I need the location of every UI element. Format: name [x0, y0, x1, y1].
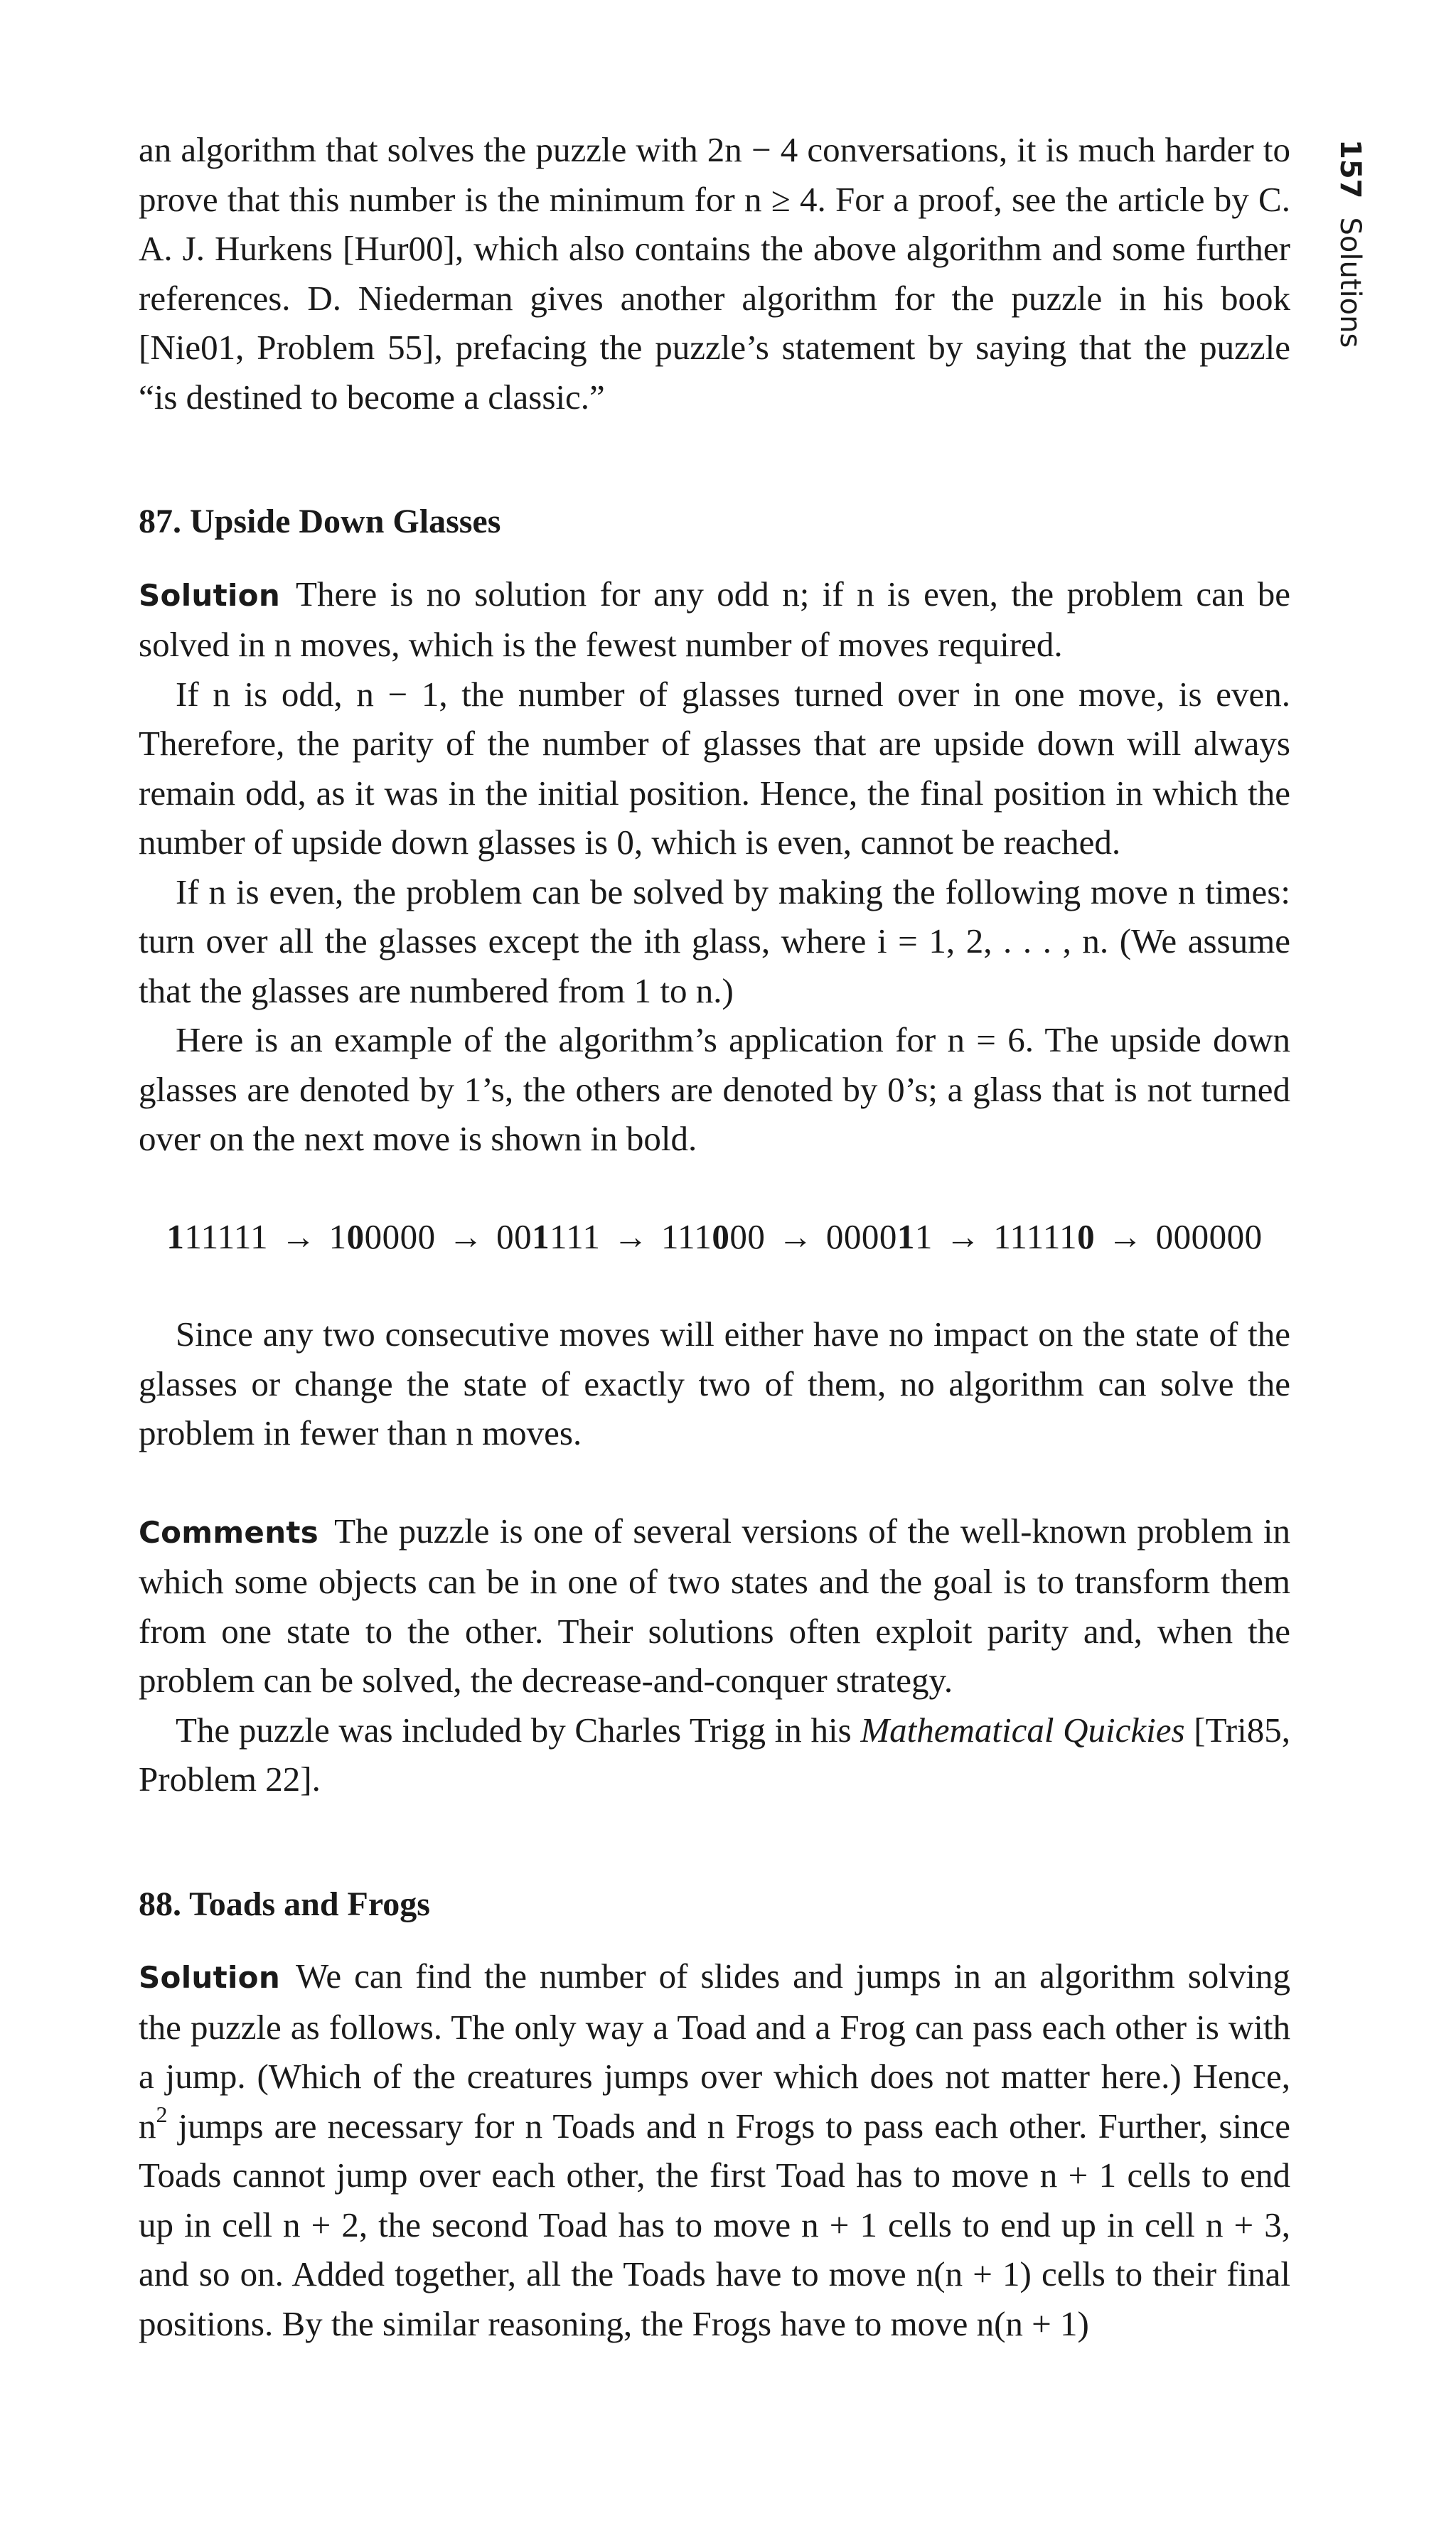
state-1: 111111	[166, 1216, 269, 1256]
arrow-glyph: →	[281, 1216, 316, 1256]
glasses-sequence	[139, 1212, 1290, 1262]
arrow-glyph: →	[448, 1216, 484, 1256]
solution-label: Solution	[139, 577, 281, 613]
page-number: 157	[1334, 139, 1366, 199]
continuation-paragraph: an algorithm that solves the puzzle with 2n − 4 conversations, it is much harder to prove that this number is the minimum for n ≥ 4. For a proof, see the article by C. A. J. Hurkens [Hur00], which also contains the above algorithm and some further references. D. Niederman gives another algorithm for the puzzle in his book [Nie01, Problem 55], prefacing the puzzle’s statement by saying that the puzzle “is destined to become a classic.”	[139, 130, 1290, 417]
solution-text: There is no solution for any odd n; if n is even, the problem can be solved in n moves, which is the fewest number of moves required.	[139, 574, 1290, 664]
page-body	[139, 125, 1290, 2348]
arrow-glyph: →	[613, 1216, 648, 1256]
comments-paragraph	[139, 1506, 1290, 1706]
lower-bound-paragraph: Since any two consecutive moves will either have no impact on the state of the glasses or change the state of exactly two of them, no algorithm can solve the problem in fewer than n moves.	[139, 1315, 1290, 1452]
comments-text: The puzzle is one of several versions of the well-known problem in which some objects can be in one of two states and the goal is to transform them from one state to the other. Their solutions often exploit parity and, when the problem can be solved, the decrease-and-conquer strategy.	[139, 1511, 1290, 1700]
section-87-solution-paragraph	[139, 569, 1290, 670]
section-88-title: 88. Toads and Frogs	[139, 1885, 430, 1923]
odd-case-paragraph: If n is odd, n − 1, the number of glasses turned over in one move, is even. Therefore, the parity of the number of glasses that are upside down will always remain odd, as it was in the initial position. Hence, the final position in which the number of upside down glasses is 0, which is even, cannot be reached.	[139, 674, 1290, 862]
solution-label: Solution	[139, 1960, 281, 1995]
book-title: Mathematical Quickies	[860, 1710, 1185, 1750]
state-2: 100000	[328, 1216, 436, 1256]
arrow-glyph: →	[945, 1216, 981, 1256]
state-4: 111000	[661, 1216, 766, 1256]
running-head-label: Solutions	[1334, 217, 1366, 348]
running-head	[1334, 139, 1366, 348]
even-case-paragraph: If n is even, the problem can be solved by making the following move n times: turn over all the glasses except the ith glass, where i = 1, 2, . . . , n. (We assume that the glasses are numbered from 1 to n.)	[139, 872, 1290, 1010]
state-5: 000011	[825, 1216, 933, 1256]
example-paragraph: Here is an example of the algorithm’s application for n = 6. The upside down glasses are denoted by 1’s, the others are denoted by 0’s; a glass that is not turned over on the next move is shown in bold.	[139, 1020, 1290, 1158]
state-6: 111110	[993, 1216, 1096, 1256]
arrow-glyph: →	[1108, 1216, 1143, 1256]
comments-label: Comments	[139, 1514, 319, 1550]
state-7: 000000	[1155, 1216, 1263, 1256]
section-87-title: 87. Upside Down Glasses	[139, 503, 501, 540]
section-88-solution-paragraph: Solution We can find the number of slides and jumps in an algorithm solving the puzzle as follows. The only way a Toad and a Frog can pass each other is with a jump. (Which of the creatures jumps over which does not matter here.) Hence, $n^2$ jumps are necessary for n Toads and n Frogs to pass each other. Further, since Toads cannot jump over each other, the first Toad has to move n + 1 cells to end up in cell n + 2, the second Toad has to move n + 1 cells to end up in cell n + 3, and so on. Added together, all the Toads have to move n(n + 1) cells to their final positions. By the similar reasoning, the Frogs have to move n(n + 1)	[139, 1956, 1290, 2343]
arrow-glyph: →	[778, 1216, 813, 1256]
state-3: 001111	[496, 1216, 601, 1256]
reference-paragraph: The puzzle was included by Charles Trigg in his Mathematical Quickies [Tri85, Problem 22].	[139, 1710, 1290, 1799]
superscript: 2	[156, 2102, 168, 2128]
